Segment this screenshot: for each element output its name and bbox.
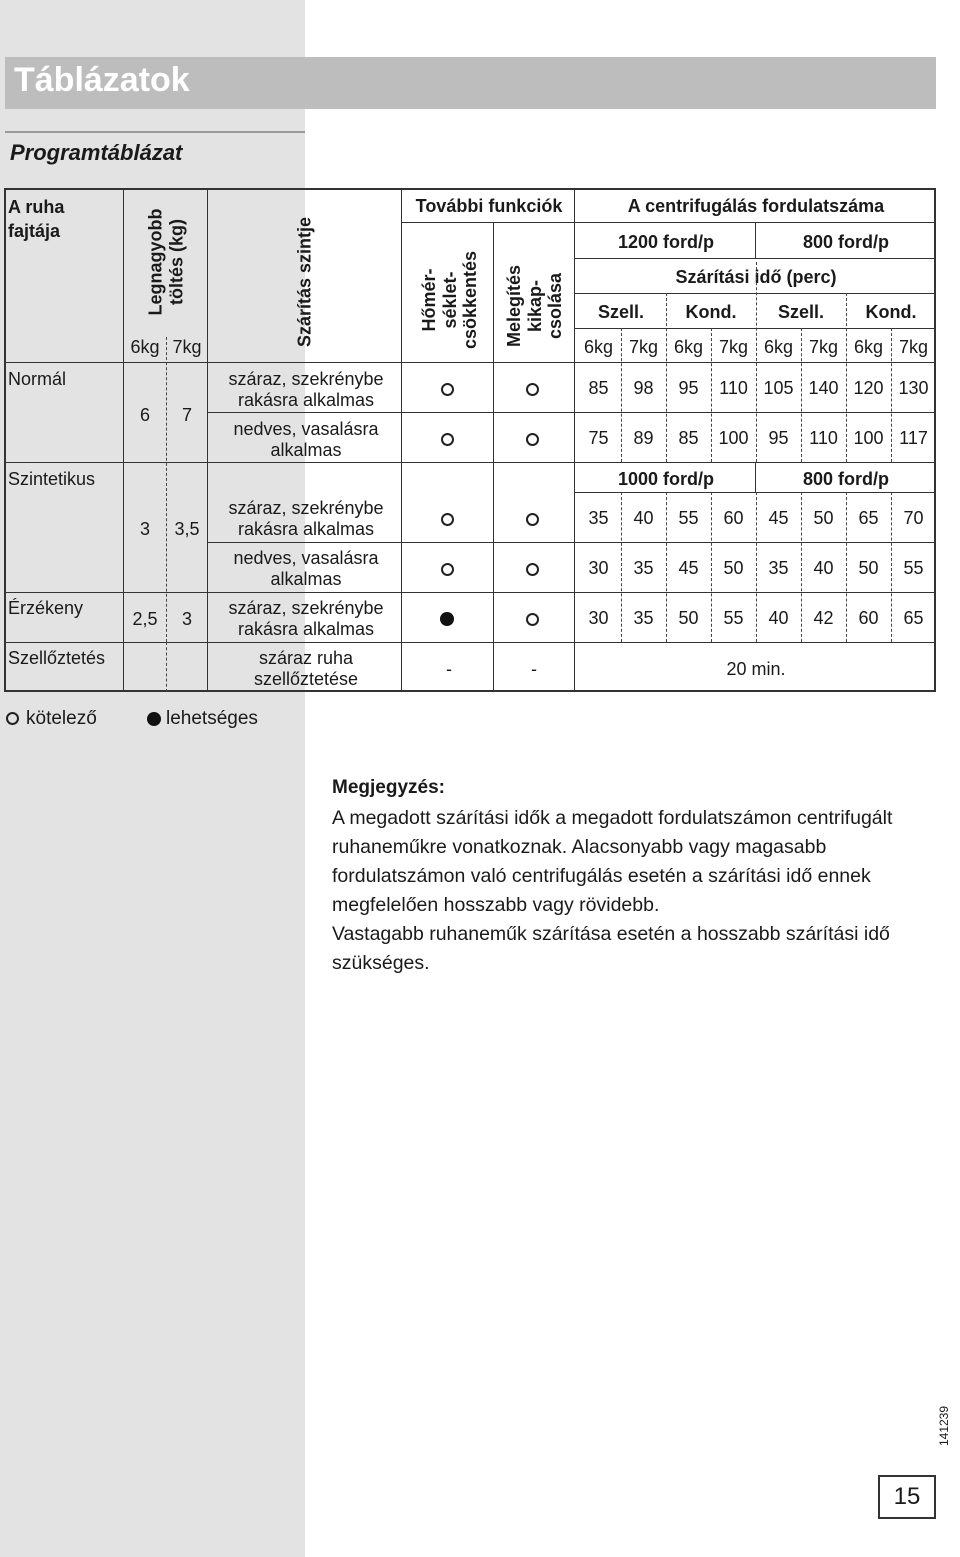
time-value-row2-col4: 100	[718, 428, 749, 448]
load-delicate-6kg: 2,5	[132, 609, 158, 629]
hline-normal-bottom	[4, 462, 936, 463]
dry-level-row4: nedves, vasalásra alkalmas	[233, 548, 379, 589]
time-value-row2-col2: 89	[633, 428, 654, 448]
load-synthetic-6kg: 3	[139, 519, 150, 539]
header-extra-functions: További funkciók	[415, 196, 563, 216]
time-value-row3-col7: 65	[858, 508, 879, 528]
time-value-row5-col8: 65	[903, 608, 924, 628]
kg-7-col8: 7kg	[898, 337, 929, 357]
time-value-row2-col7: 100	[853, 428, 884, 448]
time-value-row1-col2: 98	[633, 378, 654, 398]
time-value-row1-col1: 85	[588, 378, 609, 398]
hline-row1	[208, 412, 936, 413]
time-value-row5-col2: 35	[633, 608, 654, 628]
title-rule	[5, 131, 305, 133]
time-value-row3-col8: 70	[903, 508, 924, 528]
note-line-4: megfelelően hosszabb vagy rövidebb.	[332, 894, 660, 916]
load-delicate-7kg: 3	[181, 609, 192, 629]
header-dry-level: Szárítás szintje	[294, 216, 315, 348]
time-value-row1-col4: 110	[719, 378, 748, 398]
dash-load-split	[166, 337, 167, 642]
time-value-row4-col3: 45	[678, 558, 699, 578]
time-value-row5-col4: 55	[723, 608, 744, 628]
row4-temp-reduction-circle-icon	[441, 563, 454, 576]
fabric-airing: Szellőztetés	[8, 648, 106, 668]
time-value-row4-col7: 50	[858, 558, 879, 578]
row2-heating-off-circle-icon	[526, 433, 539, 446]
load-kg-6-header: 6kg	[130, 337, 160, 357]
note-line-6: szükséges.	[332, 952, 430, 974]
time-value-row5-col7: 60	[858, 608, 879, 628]
airing-temp-reduction: -	[446, 659, 452, 679]
time-value-row1-col8: 130	[898, 378, 929, 398]
row2-temp-reduction-circle-icon	[441, 433, 454, 446]
row3-heating-off-circle-icon	[526, 513, 539, 526]
row3-temp-reduction-circle-icon	[441, 513, 454, 526]
kg-7-col6: 7kg	[808, 337, 839, 357]
fabric-normal: Normál	[8, 369, 67, 389]
time-value-row4-col4: 50	[723, 558, 744, 578]
row4-heating-off-circle-icon	[526, 563, 539, 576]
time-value-row3-col6: 50	[813, 508, 834, 528]
time-value-row4-col2: 35	[633, 558, 654, 578]
time-value-row1-col5: 105	[763, 378, 794, 398]
kg-6-col3: 6kg	[673, 337, 704, 357]
time-value-row3-col5: 45	[768, 508, 789, 528]
vline-speed-split-2	[755, 462, 756, 492]
vline-between-functions	[493, 222, 494, 692]
airing-duration: 20 min.	[726, 659, 786, 679]
hline-time-header	[574, 293, 936, 294]
page-number: 15	[878, 1475, 936, 1519]
time-value-row5-col5: 40	[768, 608, 789, 628]
legend-optional-dot-icon	[147, 712, 161, 726]
hline-type-header	[574, 328, 936, 329]
time-value-row4-col6: 40	[813, 558, 834, 578]
vline-after-fabric	[123, 188, 124, 692]
vline-speed-split	[755, 222, 756, 258]
header-spin-speed: A centrifugálás fordulatszáma	[627, 196, 885, 216]
section-subtitle: Programtáblázat	[10, 140, 183, 165]
header-cond-2: Kond.	[865, 302, 917, 322]
header-fabric: A ruha fajtája	[8, 197, 65, 242]
load-synthetic-7kg: 3,5	[174, 519, 200, 539]
airing-heating-off: -	[531, 659, 537, 679]
time-value-row4-col5: 35	[768, 558, 789, 578]
time-value-row5-col6: 42	[813, 608, 834, 628]
time-value-row2-col3: 85	[678, 428, 699, 448]
header-heating-off: Melegítés kikap- csolása	[503, 264, 566, 348]
time-value-row2-col1: 75	[588, 428, 609, 448]
time-value-row4-col1: 30	[588, 558, 609, 578]
time-value-row5-col1: 30	[588, 608, 609, 628]
time-value-row1-col6: 140	[808, 378, 839, 398]
hline-speed-header	[574, 258, 936, 259]
time-value-row4-col8: 55	[903, 558, 924, 578]
kg-6-col1: 6kg	[583, 337, 614, 357]
note-line-2: ruhaneműkre vonatkoznak. Alacsonyabb vagy magasabb	[332, 836, 827, 858]
legend-optional-label: lehetséges	[166, 708, 258, 729]
synthetic-speed-800: 800 ford/p	[802, 469, 890, 489]
dry-level-row6: száraz ruha szellőztetése	[253, 648, 359, 689]
time-value-row3-col2: 40	[633, 508, 654, 528]
hline-extra-header	[402, 222, 936, 223]
header-max-load: Legnagyobb töltés (kg)	[145, 208, 186, 316]
fabric-synthetic: Szintetikus	[8, 469, 96, 489]
note-title: Megjegyzés:	[332, 777, 445, 798]
document-number: 141239	[937, 1405, 951, 1447]
dash-load-split-airing	[166, 642, 167, 692]
header-drying-time: Szárítási idő (perc)	[675, 267, 837, 287]
hline-header-bottom	[4, 362, 936, 363]
note-line-1: A megadott szárítási idők a megadott fordulatszámon centrifugált	[332, 807, 893, 829]
hline-synthetic-speed	[574, 492, 936, 493]
hline-row3	[208, 542, 936, 543]
load-normal-7kg: 7	[181, 405, 192, 425]
header-vent-2: Szell.	[777, 302, 825, 322]
time-value-row3-col1: 35	[588, 508, 609, 528]
time-value-row2-col6: 110	[809, 428, 838, 448]
vline-after-load	[207, 188, 208, 692]
kg-7-col4: 7kg	[718, 337, 749, 357]
time-value-row3-col3: 55	[678, 508, 699, 528]
kg-6-col7: 6kg	[853, 337, 884, 357]
time-value-row3-col4: 60	[723, 508, 744, 528]
kg-6-col5: 6kg	[763, 337, 794, 357]
header-speed-1200: 1200 ford/p	[617, 232, 715, 252]
row1-temp-reduction-circle-icon	[441, 383, 454, 396]
time-value-row2-col8: 117	[899, 428, 928, 448]
row5-temp-reduction-dot-icon	[440, 612, 454, 626]
header-cond-1: Kond.	[685, 302, 737, 322]
legend-mandatory-circle-icon	[6, 712, 19, 725]
vline-after-level	[401, 188, 402, 692]
time-value-row1-col3: 95	[678, 378, 699, 398]
page-title: Táblázatok	[14, 61, 190, 99]
time-value-row5-col3: 50	[678, 608, 699, 628]
row5-heating-off-circle-icon	[526, 613, 539, 626]
kg-7-col2: 7kg	[628, 337, 659, 357]
note-line-5: Vastagabb ruhaneműk szárítása esetén a hosszabb szárítási idő	[332, 923, 890, 945]
dry-level-row3: száraz, szekrénybe rakásra alkalmas	[228, 498, 384, 539]
row1-heating-off-circle-icon	[526, 383, 539, 396]
load-kg-7-header: 7kg	[172, 337, 202, 357]
hline-synthetic-bottom	[4, 592, 936, 593]
dry-level-row2: nedves, vasalásra alkalmas	[233, 419, 379, 460]
note-line-3: fordulatszámon való centrifugálás esetén a szárítási idő ennek	[332, 865, 871, 887]
time-value-row1-col7: 120	[853, 378, 884, 398]
hline-delicate-bottom	[4, 642, 936, 643]
fabric-delicate: Érzékeny	[8, 598, 84, 618]
dry-level-row1: száraz, szekrénybe rakásra alkalmas	[228, 369, 384, 410]
synthetic-speed-1000: 1000 ford/p	[617, 469, 715, 489]
header-temp-reduction: Hőmér- séklet- csökkentés	[418, 250, 481, 350]
legend-mandatory-label: kötelező	[26, 708, 97, 729]
header-speed-800: 800 ford/p	[802, 232, 890, 252]
dry-level-row5: száraz, szekrénybe rakásra alkalmas	[228, 598, 384, 639]
load-normal-6kg: 6	[139, 405, 150, 425]
header-vent-1: Szell.	[597, 302, 645, 322]
time-value-row2-col5: 95	[768, 428, 789, 448]
